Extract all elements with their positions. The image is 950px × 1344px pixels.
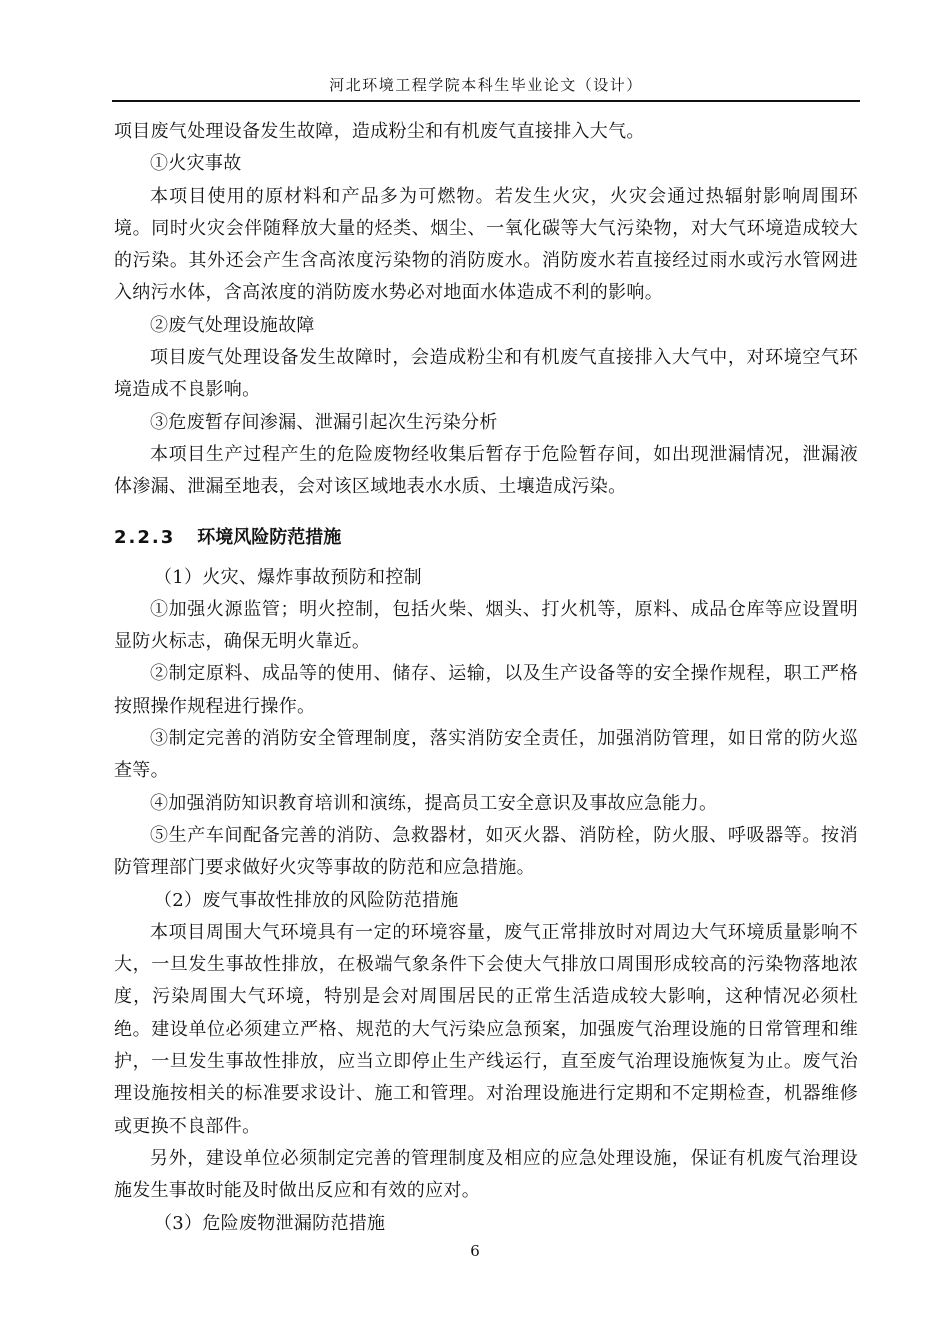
subheading-fire-prevention: （1）火灾、爆炸事故预防和控制 (154, 566, 422, 588)
header-divider (112, 100, 860, 102)
subheading-hazardous-leak: ③危废暂存间渗漏、泄漏引起次生污染分析 (150, 411, 498, 433)
section-number: 2.2.3 (114, 526, 176, 548)
paragraph: 本项目使用的原材料和产品多为可燃物。若发生火灾，火灾会通过热辐射影响周围环境。同时火灾会伴随释放大量的烃类、烟尘、一氧化碳等大气污染物，对大气环境造成较大的污染。其外还会产生含高浓度污染物的消防废水。消防废水若直接经过雨水或污水管网进入纳污水体，含高浓度的消防废水势必对地面水体造成不利的影响。 (114, 185, 858, 304)
list-item: ④加强消防知识教育培训和演练，提高员工安全意识及事故应急能力。 (150, 792, 718, 814)
section-title: 环境风险防范措施 (197, 526, 342, 548)
subheading-exhaust-failure: ②废气处理设施故障 (150, 314, 315, 336)
section-heading (114, 520, 858, 556)
page-body (114, 116, 858, 1240)
page-header: 河北环境工程学院本科生毕业论文（设计） (329, 76, 643, 94)
paragraph: 项目废气处理设备发生故障时，会造成粉尘和有机废气直接排入大气中，对环境空气环境造成不良影响。 (114, 347, 858, 401)
paragraph: 本项目生产过程产生的危险废物经收集后暂存于危险暂存间，如出现泄漏情况，泄漏液体渗漏、泄漏至地表，会对该区域地表水水质、土壤造成污染。 (114, 443, 858, 498)
list-item: ①加强火源监管；明火控制，包括火柴、烟头、打火机等，原料、成品仓库等应设置明显防火标志，确保无明火靠近。 (114, 598, 858, 653)
subheading-fire-accident: ①火灾事故 (150, 153, 242, 175)
paragraph: 项目废气处理设备发生故障，造成粉尘和有机废气直接排入大气。 (114, 121, 645, 142)
paragraph: 另外，建设单位必须制定完善的管理制度及相应的应急处理设施，保证有机废气治理设施发生事故时能及时做出反应和有效的应对。 (114, 1147, 858, 1202)
list-item: ③制定完善的消防安全管理制度，落实消防安全责任，加强消防管理，如日常的防火巡查等。 (114, 728, 858, 782)
subheading-hazardous-prevention: （3）危险废物泄漏防范措施 (154, 1212, 386, 1234)
paragraph: 本项目周围大气环境具有一定的环境容量，废气正常排放时对周边大气环境质量影响不大，一旦发生事故性排放，在极端气象条件下会使大气排放口周围形成较高的污染物落地浓度，污染周围大气环境，特别是会对周围居民的正常生活造成较大影响，这种情况必须杜绝。建设单位必须建立严格、规范的大气污染应急预案，加强废气治理设施的日常管理和维护，一旦发生事故性排放，应当立即停止生产线运行，直至废气治理设施恢复为止。废气治理设施按相关的标准要求设计、施工和管理。对治理设施进行定期和不定期检查，机器维修或更换不良部件。 (114, 921, 858, 1137)
list-item: ②制定原料、成品等的使用、储存、运输，以及生产设备等的安全操作规程，职工严格按照操作规程进行操作。 (114, 663, 858, 717)
page-number: 6 (470, 1242, 480, 1260)
list-item: ⑤生产车间配备完善的消防、急救器材，如灭火器、消防栓，防火服、呼吸器等。按消防管理部门要求做好火灾等事故的防范和应急措施。 (114, 824, 858, 879)
subheading-exhaust-prevention: （2）废气事故性排放的风险防范措施 (154, 889, 459, 911)
